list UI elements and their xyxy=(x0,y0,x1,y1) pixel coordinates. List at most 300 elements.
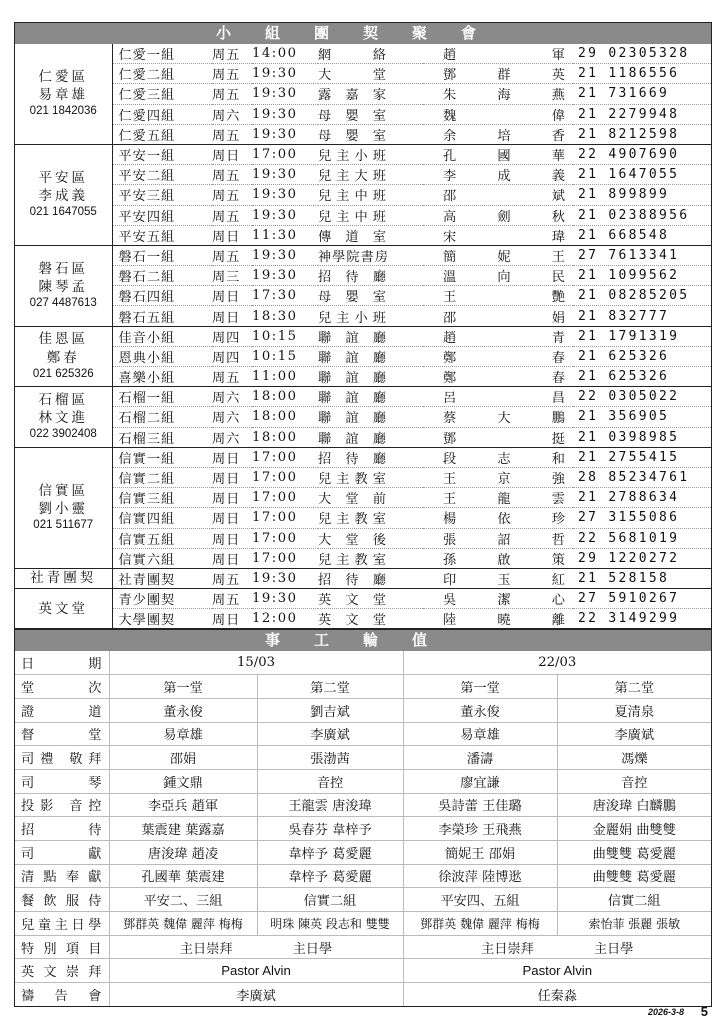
duty-cell: 信實二組 xyxy=(257,888,403,912)
group-day: 周五 xyxy=(212,367,252,387)
duty-cell: 邵娟 xyxy=(109,746,257,770)
group-time: 17:00 xyxy=(252,528,318,548)
area-name: 信實區 xyxy=(38,482,88,499)
duty-label: 招待 xyxy=(15,817,109,841)
group-row xyxy=(15,528,711,548)
group-day: 周日 xyxy=(212,528,252,548)
duty-label: 清點奉獻 xyxy=(15,864,109,888)
group-contact: 孔國華 xyxy=(423,144,573,164)
group-name: 仁愛四組 xyxy=(112,104,212,124)
group-time: 11:00 xyxy=(252,367,318,387)
group-name: 信實六組 xyxy=(112,548,212,568)
duty-cell: 第一堂 xyxy=(403,675,557,699)
group-location: 聯誼廳 xyxy=(318,387,423,407)
group-contact: 高劍秋 xyxy=(423,205,573,225)
special-item: 主日崇拜 xyxy=(481,941,534,957)
duty-cell: 平安四、五組 xyxy=(403,888,557,912)
footer-date: 2026-3-8 xyxy=(647,1007,684,1017)
special-item: 主日學 xyxy=(292,941,333,957)
duty-cell: 唐浚瑋 趙凌 xyxy=(109,840,257,864)
duty-cell: 鄧群英 魏偉 麗萍 梅梅 xyxy=(109,912,257,936)
group-location: 聯誼廳 xyxy=(318,427,423,447)
duty-cell: 簡妮王 邵娟 xyxy=(403,840,557,864)
group-location: 露嘉家 xyxy=(318,84,423,104)
group-day: 周日 xyxy=(212,488,252,508)
special-item: 主日崇拜 xyxy=(179,941,233,957)
group-day: 周日 xyxy=(212,144,252,164)
group-name: 石榴二組 xyxy=(112,407,212,427)
group-location: 母嬰室 xyxy=(318,104,423,124)
duty-cell: 夏清泉 xyxy=(557,698,711,722)
page-number: 5 xyxy=(700,1004,708,1019)
duty-cell: 信實二組 xyxy=(557,888,711,912)
group-day: 周五 xyxy=(212,589,252,609)
area-cell xyxy=(15,447,112,568)
duty-cell: 明珠 陳英 段志和 雙雙 xyxy=(257,912,403,936)
duty-cell: 鄧群英 魏偉 麗萍 梅梅 xyxy=(403,912,557,936)
group-row xyxy=(15,225,711,245)
area-phone: 021 1842036 xyxy=(29,105,97,118)
group-location: 母嬰室 xyxy=(318,124,423,144)
group-phone: 21 1186556 xyxy=(573,64,711,84)
group-phone: 21 528158 xyxy=(573,568,711,588)
group-day: 周五 xyxy=(212,185,252,205)
group-row xyxy=(15,326,711,346)
duty-label: 餐飲服侍 xyxy=(15,888,109,912)
group-time: 19:30 xyxy=(252,205,318,225)
group-row xyxy=(15,165,711,185)
group-location: 大堂前 xyxy=(318,488,423,508)
group-phone: 27 5910267 xyxy=(573,589,711,609)
group-location: 招待廳 xyxy=(318,568,423,588)
group-phone: 21 899899 xyxy=(573,185,711,205)
group-contact: 朱海燕 xyxy=(423,84,573,104)
duty-special-cell xyxy=(403,935,711,959)
group-row xyxy=(15,306,711,326)
group-day: 周日 xyxy=(212,548,252,568)
group-name: 恩典小組 xyxy=(112,346,212,366)
duty-cell: 廖宜謙 xyxy=(403,769,557,793)
duty-cell: 孔國華 葉震建 xyxy=(109,864,257,888)
duty-label: 特別項目 xyxy=(15,935,109,959)
group-day: 周六 xyxy=(212,104,252,124)
group-name: 喜樂小組 xyxy=(112,367,212,387)
area-cell xyxy=(15,144,112,245)
duty-special-row xyxy=(15,935,711,959)
group-time: 17:00 xyxy=(252,508,318,528)
group-name: 仁愛二組 xyxy=(112,64,212,84)
duty-cell: 吳春芬 韋梓予 xyxy=(257,817,403,841)
group-contact: 余培香 xyxy=(423,124,573,144)
duty-cell: 曲雙雙 葛愛麗 xyxy=(557,864,711,888)
group-row xyxy=(15,346,711,366)
group-location: 英文堂 xyxy=(318,609,423,629)
group-time: 12:00 xyxy=(252,609,318,629)
group-location: 聯誼廳 xyxy=(318,407,423,427)
area-leader: 陳琴孟 xyxy=(38,278,88,295)
duty-row xyxy=(15,912,711,936)
group-name: 磐石一組 xyxy=(112,245,212,265)
duty-cell: 唐浚瑋 白麟鵬 xyxy=(557,793,711,817)
group-contact: 溫向民 xyxy=(423,266,573,286)
duty-row xyxy=(15,769,711,793)
group-phone: 21 832777 xyxy=(573,306,711,326)
group-day: 周日 xyxy=(212,306,252,326)
group-day: 周五 xyxy=(212,124,252,144)
group-name: 信實四組 xyxy=(112,508,212,528)
duty-cell: 音控 xyxy=(557,769,711,793)
group-day: 周六 xyxy=(212,387,252,407)
group-name: 信實二組 xyxy=(112,467,212,487)
group-name: 平安四組 xyxy=(112,205,212,225)
group-name: 平安二組 xyxy=(112,165,212,185)
area-cell xyxy=(15,326,112,387)
group-contact: 陸曉離 xyxy=(423,609,573,629)
group-name: 社青團契 xyxy=(112,568,212,588)
duty-cell: 韋梓予 葛愛麗 xyxy=(257,864,403,888)
group-day: 周六 xyxy=(212,427,252,447)
duty-row xyxy=(15,793,711,817)
duty-label: 英文崇拜 xyxy=(15,959,109,983)
group-location: 母嬰室 xyxy=(318,286,423,306)
group-phone: 21 2788634 xyxy=(573,488,711,508)
group-row xyxy=(15,124,711,144)
group-day: 周五 xyxy=(212,84,252,104)
area-name: 磐石區 xyxy=(38,260,88,277)
group-row xyxy=(15,367,711,387)
group-time: 17:00 xyxy=(252,144,318,164)
duty-table xyxy=(15,651,711,1005)
group-day: 周五 xyxy=(212,245,252,265)
duty-row xyxy=(15,840,711,864)
duty-label: 司禮 敬拜 xyxy=(15,746,109,770)
area-name: 石榴區 xyxy=(38,391,88,408)
group-time: 10:15 xyxy=(252,346,318,366)
area-cell xyxy=(15,589,112,629)
duty-cell: 董永俊 xyxy=(403,698,557,722)
group-time: 17:00 xyxy=(252,488,318,508)
group-contact: 邵娟 xyxy=(423,306,573,326)
duty-label: 投影 音控 xyxy=(15,793,109,817)
group-day: 周日 xyxy=(212,609,252,629)
group-row xyxy=(15,64,711,84)
duty-cell: 鍾文鼎 xyxy=(109,769,257,793)
area-leader: 易章雄 xyxy=(38,87,88,104)
group-phone: 21 1099562 xyxy=(573,266,711,286)
duty-cell: 第二堂 xyxy=(257,675,403,699)
group-day: 周四 xyxy=(212,326,252,346)
bulletin-frame xyxy=(14,22,712,1007)
group-row xyxy=(15,104,711,124)
special-item: 主日學 xyxy=(593,941,634,957)
duty-cell: 張渤茜 xyxy=(257,746,403,770)
duty-cell: 平安二、三組 xyxy=(109,888,257,912)
duty-row xyxy=(15,722,711,746)
group-phone: 21 1647055 xyxy=(573,165,711,185)
group-time: 18:30 xyxy=(252,306,318,326)
group-phone: 22 4907690 xyxy=(573,144,711,164)
group-contact: 孫啟策 xyxy=(423,548,573,568)
group-day: 周五 xyxy=(212,205,252,225)
group-contact: 楊依珍 xyxy=(423,508,573,528)
group-location: 兒主中班 xyxy=(318,185,423,205)
group-phone: 27 7613341 xyxy=(573,245,711,265)
duty-cell: 徐波萍 陸博逖 xyxy=(403,864,557,888)
duty-label: 禱告會 xyxy=(21,988,103,1004)
group-time: 14:00 xyxy=(252,44,318,64)
group-row xyxy=(15,144,711,164)
area-phone: 021 511677 xyxy=(33,519,94,532)
group-phone: 21 668548 xyxy=(573,225,711,245)
group-phone: 28 85234761 xyxy=(573,467,711,487)
group-location: 聯誼廳 xyxy=(318,346,423,366)
group-name: 平安一組 xyxy=(112,144,212,164)
duty-cell: 韋梓予 葛愛麗 xyxy=(257,840,403,864)
group-location: 英文堂 xyxy=(318,589,423,609)
group-phone: 22 0305022 xyxy=(573,387,711,407)
group-contact: 簡妮王 xyxy=(423,245,573,265)
group-location: 兒主小班 xyxy=(318,144,423,164)
duty-date: 15/03 xyxy=(109,651,403,674)
group-name: 信實五組 xyxy=(112,528,212,548)
group-location: 兒主教室 xyxy=(318,467,423,487)
group-time: 19:30 xyxy=(252,589,318,609)
group-row xyxy=(15,205,711,225)
group-time: 19:30 xyxy=(252,64,318,84)
area-leader: 林文進 xyxy=(38,410,88,427)
group-location: 兒主教室 xyxy=(318,508,423,528)
group-contact: 印玉紅 xyxy=(423,568,573,588)
group-location: 傳道室 xyxy=(318,225,423,245)
area-cell xyxy=(15,568,112,588)
area-leader: 李成義 xyxy=(38,188,88,205)
group-time: 18:00 xyxy=(252,407,318,427)
duty-cell: 曲雙雙 葛愛麗 xyxy=(557,840,711,864)
group-name: 磐石二組 xyxy=(112,266,212,286)
duty-prayer-cell: 李廣斌 xyxy=(109,983,403,1006)
duty-cell: 潘濤 xyxy=(403,746,557,770)
duty-label: 堂次 xyxy=(15,675,109,699)
duty-cell: 葉震建 葉露嘉 xyxy=(109,817,257,841)
group-location: 網絡 xyxy=(318,44,423,64)
area-name: 平安區 xyxy=(38,169,88,186)
group-contact: 鄧挺 xyxy=(423,427,573,447)
group-name: 信實三組 xyxy=(112,488,212,508)
group-location: 神學院書房 xyxy=(318,245,423,265)
duty-label: 司獻 xyxy=(15,840,109,864)
group-contact: 段志和 xyxy=(423,447,573,467)
group-location: 兒主大班 xyxy=(318,165,423,185)
area-name: 英文堂 xyxy=(38,600,88,617)
duty-date-row xyxy=(15,651,711,674)
group-row xyxy=(15,447,711,467)
duty-cell: 易章雄 xyxy=(403,722,557,746)
group-phone: 22 3149299 xyxy=(573,609,711,629)
group-time: 19:30 xyxy=(252,124,318,144)
group-day: 周日 xyxy=(212,286,252,306)
group-name: 平安三組 xyxy=(112,185,212,205)
duty-row xyxy=(15,746,711,770)
group-row xyxy=(15,407,711,427)
duty-cell: 李廣斌 xyxy=(557,722,711,746)
duty-english-cell: Pastor Alvin xyxy=(403,959,711,983)
group-time: 17:00 xyxy=(252,467,318,487)
duty-special-cell xyxy=(109,935,403,959)
duty-cell: 易章雄 xyxy=(109,722,257,746)
group-time: 19:30 xyxy=(252,245,318,265)
group-row xyxy=(15,609,711,629)
group-contact: 鄭春 xyxy=(423,367,573,387)
group-location: 聯誼廳 xyxy=(318,326,423,346)
group-time: 10:15 xyxy=(252,326,318,346)
group-row xyxy=(15,266,711,286)
group-time: 19:30 xyxy=(252,165,318,185)
group-name: 仁愛一組 xyxy=(112,44,212,64)
group-time: 17:00 xyxy=(252,447,318,467)
group-location: 兒主教室 xyxy=(318,548,423,568)
duty-label: 司琴 xyxy=(15,769,109,793)
group-contact: 魏偉 xyxy=(423,104,573,124)
group-name: 仁愛五組 xyxy=(112,124,212,144)
group-contact: 宋瑋 xyxy=(423,225,573,245)
group-row xyxy=(15,508,711,528)
group-time: 18:00 xyxy=(252,427,318,447)
group-row xyxy=(15,245,711,265)
group-location: 大堂 xyxy=(318,64,423,84)
group-name: 仁愛三組 xyxy=(112,84,212,104)
group-name: 平安五組 xyxy=(112,225,212,245)
duty-section-title: 事工輪值 xyxy=(15,629,711,651)
group-row xyxy=(15,185,711,205)
area-name: 佳恩區 xyxy=(38,331,88,348)
group-contact: 鄭春 xyxy=(423,346,573,366)
group-phone: 29 02305328 xyxy=(573,44,711,64)
duty-cell: 音控 xyxy=(257,769,403,793)
group-contact: 蔡大鵬 xyxy=(423,407,573,427)
duty-cell: 李廣斌 xyxy=(257,722,403,746)
duty-row xyxy=(15,675,711,699)
group-day: 周五 xyxy=(212,64,252,84)
area-name: 社青團契 xyxy=(30,570,97,587)
group-day: 周四 xyxy=(212,346,252,366)
group-time: 18:00 xyxy=(252,387,318,407)
group-name: 信實一組 xyxy=(112,447,212,467)
area-leader: 鄭春 xyxy=(46,349,80,366)
group-phone: 21 02388956 xyxy=(573,205,711,225)
group-row xyxy=(15,427,711,447)
group-name: 石榴三組 xyxy=(112,427,212,447)
group-row xyxy=(15,589,711,609)
duty-cell: 第一堂 xyxy=(109,675,257,699)
group-contact: 鄧群英 xyxy=(423,64,573,84)
group-contact: 王京強 xyxy=(423,467,573,487)
group-phone: 21 08285205 xyxy=(573,286,711,306)
group-row xyxy=(15,568,711,588)
group-day: 周日 xyxy=(212,225,252,245)
group-contact: 李成義 xyxy=(423,165,573,185)
group-row xyxy=(15,387,711,407)
group-contact: 趙青 xyxy=(423,326,573,346)
group-contact: 張詔哲 xyxy=(423,528,573,548)
group-name: 磐石四組 xyxy=(112,286,212,306)
duty-cell: 索怡菲 張麗 張敏 xyxy=(557,912,711,936)
group-time: 19:30 xyxy=(252,104,318,124)
duty-prayer-cell: 任秦淼 xyxy=(403,983,711,1006)
group-row xyxy=(15,548,711,568)
duty-label: 日期 xyxy=(15,651,109,674)
group-day: 周六 xyxy=(212,407,252,427)
area-phone: 027 4487613 xyxy=(29,297,97,310)
duty-cell: 劉吉斌 xyxy=(257,698,403,722)
group-contact: 王龍雲 xyxy=(423,488,573,508)
group-time: 19:30 xyxy=(252,266,318,286)
duty-cell: 吳詩蕾 王佳璐 xyxy=(403,793,557,817)
duty-cell: 馮爍 xyxy=(557,746,711,770)
group-phone: 27 3155086 xyxy=(573,508,711,528)
area-phone: 021 1647055 xyxy=(29,206,97,219)
group-row xyxy=(15,44,711,64)
area-phone: 021 625326 xyxy=(32,367,94,380)
group-time: 19:30 xyxy=(252,84,318,104)
group-day: 周五 xyxy=(212,44,252,64)
group-time: 17:30 xyxy=(252,286,318,306)
group-row xyxy=(15,84,711,104)
group-row xyxy=(15,488,711,508)
duty-row xyxy=(15,698,711,722)
group-location: 招待廳 xyxy=(318,447,423,467)
area-leader: 劉小靈 xyxy=(38,501,88,518)
duty-cell: 李亞兵 趙軍 xyxy=(109,793,257,817)
group-phone: 21 356905 xyxy=(573,407,711,427)
duty-cell: 董永俊 xyxy=(109,698,257,722)
group-day: 周五 xyxy=(212,568,252,588)
group-day: 周日 xyxy=(212,447,252,467)
group-section-title: 小組團契聚會 xyxy=(15,23,711,44)
group-row xyxy=(15,467,711,487)
group-time: 17:00 xyxy=(252,548,318,568)
duty-english-row xyxy=(15,959,711,983)
group-phone: 21 731669 xyxy=(573,84,711,104)
group-phone: 21 8212598 xyxy=(573,124,711,144)
group-contact: 呂昌 xyxy=(423,387,573,407)
group-location: 招待廳 xyxy=(318,266,423,286)
group-phone: 29 1220272 xyxy=(573,548,711,568)
duty-label: 證道 xyxy=(15,698,109,722)
group-location: 聯誼廳 xyxy=(318,367,423,387)
group-contact: 王艷 xyxy=(423,286,573,306)
duty-prayer-row xyxy=(15,983,711,1006)
group-phone: 22 5681019 xyxy=(573,528,711,548)
area-cell xyxy=(15,44,112,144)
area-name: 仁愛區 xyxy=(38,68,88,85)
duty-cell: 王龍雲 唐浚瑋 xyxy=(257,793,403,817)
group-location: 大堂後 xyxy=(318,528,423,548)
group-day: 周日 xyxy=(212,467,252,487)
area-cell xyxy=(15,245,112,326)
duty-row xyxy=(15,817,711,841)
group-day: 周三 xyxy=(212,266,252,286)
duty-label: 兒童主日學 xyxy=(15,912,109,936)
duty-english-cell: Pastor Alvin xyxy=(109,959,403,983)
group-contact: 吳潔心 xyxy=(423,589,573,609)
group-day: 周五 xyxy=(212,165,252,185)
group-table xyxy=(15,44,711,629)
group-name: 佳音小組 xyxy=(112,326,212,346)
duty-row xyxy=(15,864,711,888)
group-location: 兒主中班 xyxy=(318,205,423,225)
group-contact: 趙軍 xyxy=(423,44,573,64)
group-time: 19:30 xyxy=(252,568,318,588)
